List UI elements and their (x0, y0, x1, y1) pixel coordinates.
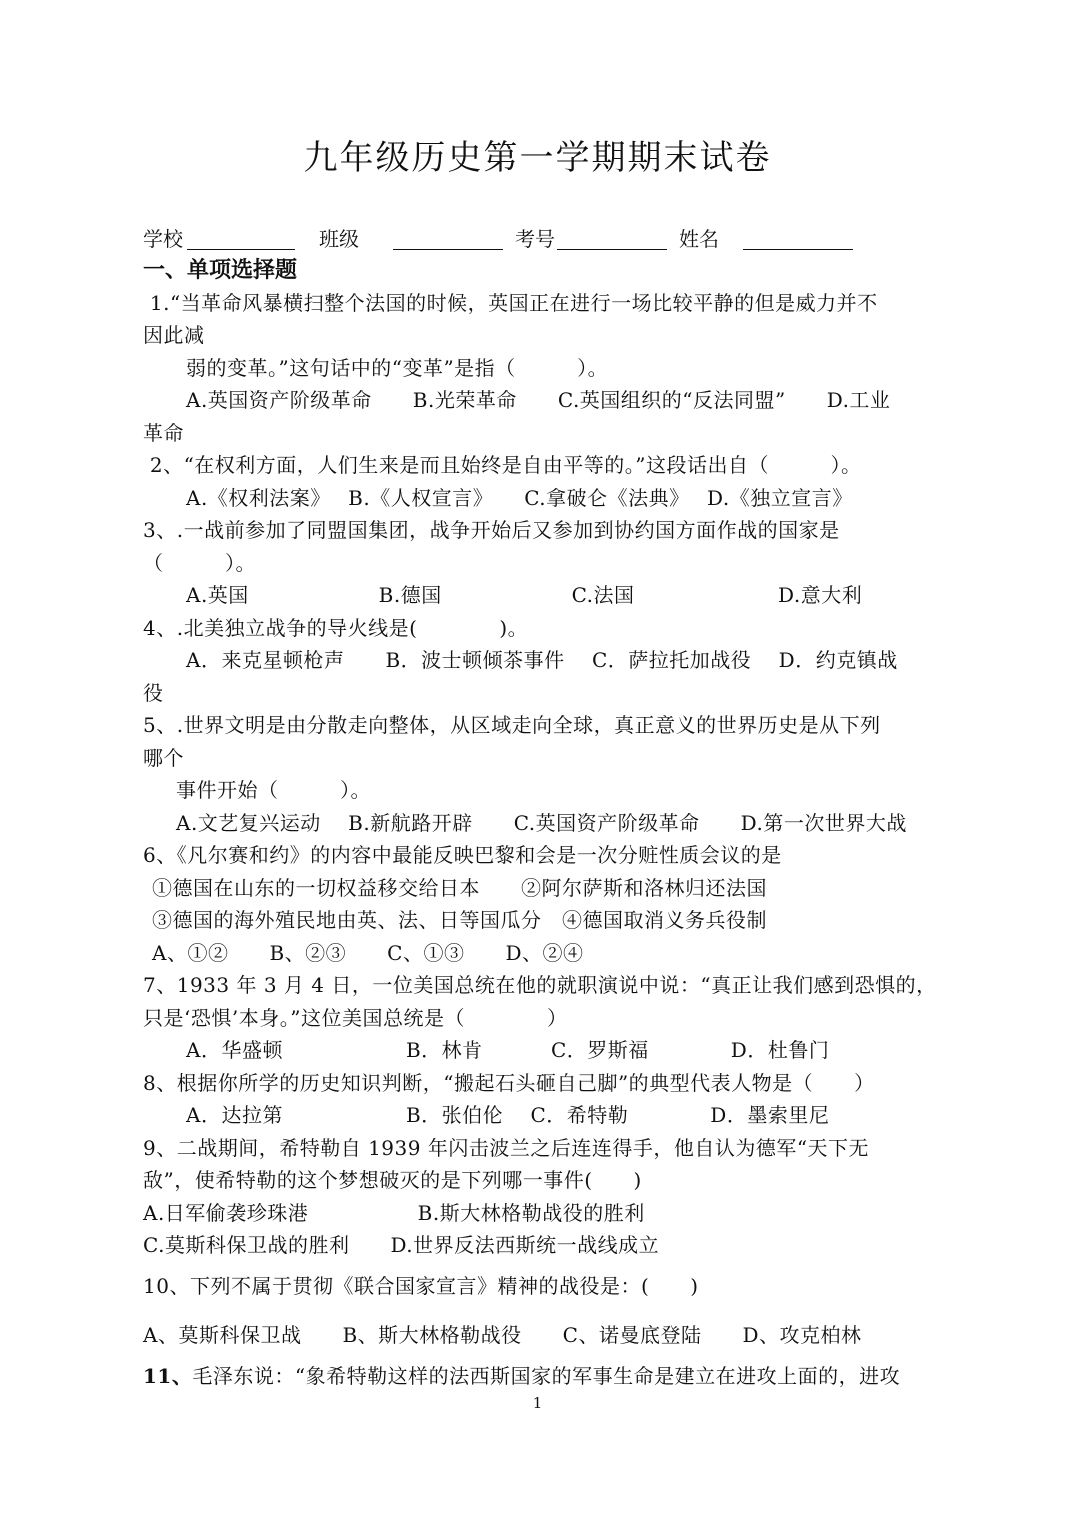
q6-items: ③德国的海外殖民地由英、法、日等国瓜分 ④德国取消义务兵役制 (152, 908, 767, 932)
q4-options: A．来克星顿枪声 B．波士顿倾茶事件 C．萨拉托加战役 D．约克镇战 (186, 648, 898, 672)
q4-options-cont: 役 (143, 681, 164, 705)
class-blank (393, 249, 503, 250)
q1-stem-cont: 因此减 (143, 323, 205, 347)
name-label: 姓名 (679, 227, 719, 251)
class-label: 班级 (319, 227, 359, 251)
q1-stem: 1.“当革命风暴横扫整个法国的时候，英国正在进行一场比较平静的但是威力并不 (143, 291, 878, 315)
q6-items: ①德国在山东的一切权益移交给日本 ②阿尔萨斯和洛林归还法国 (152, 876, 767, 900)
page-title: 九年级历史第一学期期末试卷 (303, 138, 772, 178)
q11-stem: 11、毛泽东说：“象希特勒这样的法西斯国家的军事生命是建立在进攻上面的，进攻 (143, 1364, 901, 1388)
q5-stem-cont: 哪个 (143, 746, 184, 770)
q9-options: C.莫斯科保卫战的胜利 D.世界反法西斯统一战线成立 (143, 1233, 660, 1257)
name-blank (743, 249, 853, 250)
q2-stem: 2、“在权利方面，人们生来是而且始终是自由平等的。”这段话出自（ ）。 (143, 453, 862, 477)
school-blank (187, 249, 295, 250)
q5-stem-cont: 事件开始（ ）。 (176, 778, 371, 802)
q1-stem-cont: 弱的变革。”这句话中的“变革”是指（ ）。 (186, 356, 609, 380)
q3-options: A.英国 B.德国 C.法国 D.意大利 (186, 583, 863, 607)
q8-stem: 8、根据你所学的历史知识判断，“搬起石头砸自己脚”的典型代表人物是（ ） (143, 1071, 875, 1095)
q9-options: A.日军偷袭珍珠港 B.斯大林格勒战役的胜利 (143, 1201, 645, 1225)
q7-options: A．华盛顿 B．林肯 C．罗斯福 D．杜鲁门 (186, 1038, 830, 1062)
q7-stem: 7、1933 年 3 月 4 日，一位美国总统在他的就职演说中说：“真正让我们感到恐惧的， (143, 973, 937, 997)
page-number: 1 (532, 1394, 543, 1412)
q6-options: A、①② B、②③ C、①③ D、②④ (152, 941, 584, 965)
school-label: 学校 (143, 227, 183, 251)
q4-stem: 4、.北美独立战争的导火线是( )。 (143, 616, 529, 640)
q2-options: A.《权利法案》 B.《人权宣言》 C.拿破仑《法典》 D.《独立宣言》 (186, 486, 853, 510)
q9-stem: 9、二战期间，希特勒自 1939 年闪击波兰之后连连得手，他自认为德军“天下无 (143, 1136, 870, 1160)
q5-stem: 5、.世界文明是由分散走向整体，从区域走向全球，真正意义的世界历史是从下列 (143, 713, 881, 737)
exam-no-label: 考号 (515, 227, 555, 251)
q3-stem: 3、.一战前参加了同盟国集团，战争开始后又参加到协约国方面作战的国家是 (143, 518, 840, 542)
section-heading: 一、单项选择题 (143, 258, 298, 283)
q10-stem: 10、下列不属于贯彻《联合国家宣言》精神的战役是：( ) (143, 1274, 699, 1298)
q1-options: A.英国资产阶级革命 B.光荣革命 C.英国组织的“反法同盟” D.工业 (186, 388, 891, 412)
q9-stem-cont: 敌”，使希特勒的这个梦想破灭的是下列哪一事件( ) (143, 1168, 642, 1192)
q7-stem-cont: 只是‘恐惧’本身。”这位美国总统是（ ） (143, 1006, 568, 1030)
q6-stem: 6、《凡尔赛和约》的内容中最能反映巴黎和会是一次分赃性质会议的是 (143, 843, 782, 867)
q10-options: A、莫斯科保卫战 B、斯大林格勒战役 C、诺曼底登陆 D、攻克柏林 (143, 1323, 862, 1347)
q5-options: A.文艺复兴运动 B.新航路开辟 C.英国资产阶级革命 D.第一次世界大战 (176, 811, 907, 835)
exam-no-blank (557, 249, 667, 250)
q8-options: A．达拉第 B．张伯伦 C．希特勒 D．墨索里尼 (186, 1103, 830, 1127)
q1-options-cont: 革命 (143, 421, 184, 445)
q3-stem-cont: （ ）。 (143, 551, 256, 575)
